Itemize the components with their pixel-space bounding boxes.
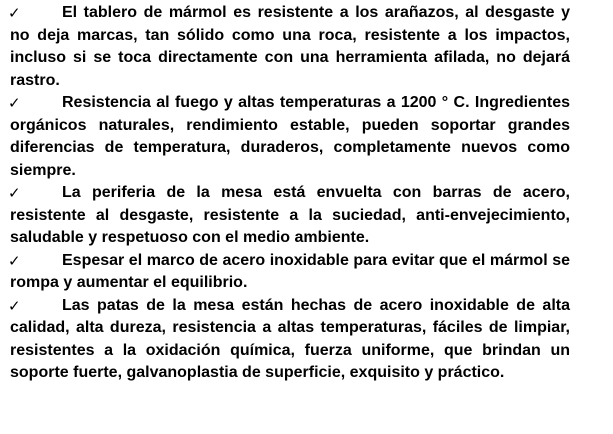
list-item-text: La periferia de la mesa está envuelta con barras de acero, resistente al desgaste, resistente a la suciedad, anti-envejecimiento, saludable y respetuoso con el medio ambiente. — [10, 184, 570, 246]
checkmark-icon: ✓ — [8, 94, 21, 112]
checkmark-icon: ✓ — [8, 184, 21, 202]
checkmark-icon: ✓ — [8, 4, 21, 22]
list-item-text: Resistencia al fuego y altas temperaturas a 1200 ° C. Ingredientes orgánicos naturales, rendimiento estable, pueden soportar grandes diferencias de temperatura, duraderos, completamente nuevos como siempre. — [10, 94, 570, 179]
list-item-text: Las patas de la mesa están hechas de acero inoxidable de alta calidad, alta dureza, resistencia a altas temperaturas, fáciles de limpiar, resistentes a la oxidación química, fuerza uniforme, que brindan un soporte fuerte, galvanoplastia de superficie, exquisito y práctico. — [10, 296, 570, 381]
list-item — [0, 250, 613, 295]
list-item — [0, 2, 613, 92]
checkmark-icon: ✓ — [8, 251, 21, 270]
list-item — [0, 182, 613, 250]
list-item — [0, 295, 613, 385]
feature-list — [0, 2, 613, 385]
list-item-text: El tablero de mármol es resistente a los arañazos, al desgaste y no deja marcas, tan sólido como una roca, resistente a los impactos, incluso si se toca directamente con una herramienta afilada, no dejará rastro. — [10, 4, 570, 89]
list-item-text: Espesar el marco de acero inoxidable para evitar que el mármol se rompa y aumentar el equilibrio. — [10, 251, 570, 291]
list-item — [0, 92, 613, 182]
checkmark-icon: ✓ — [8, 296, 21, 315]
